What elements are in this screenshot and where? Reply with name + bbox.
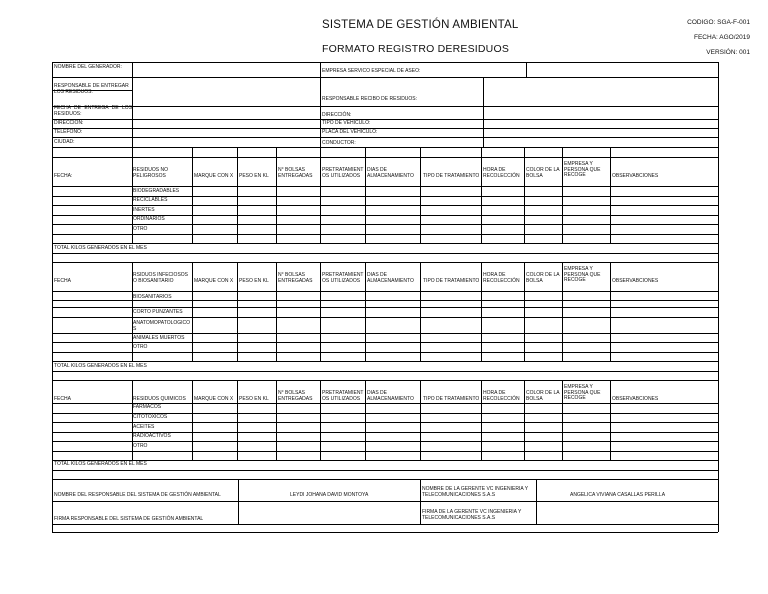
grid-line bbox=[52, 371, 718, 372]
grid-line bbox=[320, 262, 321, 361]
s2-col-empresa: EMPRESA Y PERSONA QUE RECOGE bbox=[564, 266, 601, 284]
s3-total: TOTAL KILOS GENERADOS EN EL MES bbox=[54, 461, 147, 467]
grid-line bbox=[562, 262, 563, 361]
s2-col-marque: MARQUE CON X bbox=[194, 278, 234, 284]
grid-line bbox=[52, 342, 718, 343]
s3-col-dias: DIAS DE ALMACENAMIENTO bbox=[367, 390, 414, 402]
s2-type-label: RSIDUOS INFECIOSOS O BIOSANITARIO bbox=[133, 272, 189, 284]
grid-line bbox=[52, 479, 718, 480]
grid-line bbox=[52, 147, 718, 148]
label-nombre-responsable: NOMBRE DEL RESPONSABLE DEL SISTEMA DE GESTIÓN AMBIENTAL bbox=[54, 492, 221, 498]
grid-line bbox=[610, 380, 611, 460]
label-telefono: TELEFONO: bbox=[54, 129, 83, 135]
s1-col-marque: MARQUE CON X bbox=[194, 173, 234, 179]
grid-line bbox=[481, 147, 482, 243]
grid-line bbox=[237, 380, 238, 460]
grid-line bbox=[52, 186, 718, 187]
doc-version: VERSIÓN: 001 bbox=[706, 49, 750, 56]
grid-line bbox=[52, 291, 718, 292]
s2-col-peso: PESO EN KL bbox=[239, 278, 269, 284]
grid-line bbox=[420, 380, 421, 460]
grid-line bbox=[52, 62, 53, 532]
label-nombre-gerente: NOMBRE DE LA GERENTE VC INGENIERIA Y TELECOMUNICACIONES S.A.S bbox=[422, 486, 528, 498]
label-direccion-left: DIRECCIÓN: bbox=[54, 120, 84, 126]
grid-line bbox=[276, 262, 277, 361]
grid-line bbox=[52, 524, 718, 525]
s3-col-hora: HORA DE RECOLECCIÓN bbox=[483, 390, 520, 402]
grid-line bbox=[52, 352, 718, 353]
s2-item: OTRO bbox=[133, 344, 148, 350]
s2-col-obs: OBSERVABCIONES bbox=[612, 278, 659, 284]
grid-line bbox=[52, 106, 718, 107]
grid-line bbox=[52, 451, 718, 452]
grid-line bbox=[481, 262, 482, 361]
grid-line bbox=[524, 147, 525, 243]
s3-item: ACEITES bbox=[133, 424, 155, 430]
grid-line bbox=[610, 262, 611, 361]
grid-line bbox=[52, 441, 718, 442]
grid-line bbox=[420, 147, 421, 243]
s2-total: TOTAL KILOS GENERADOS EN EL MES bbox=[54, 363, 147, 369]
s2-col-hora: HORA DE RECOLECCIÓN bbox=[483, 272, 520, 284]
grid-line bbox=[52, 422, 718, 423]
grid-line bbox=[52, 253, 718, 254]
grid-line bbox=[52, 119, 718, 120]
grid-line bbox=[718, 62, 719, 532]
label-nombre-generador: NOMBRE DEL GENERADOR: bbox=[54, 64, 122, 70]
s1-col-pretrat: PRETRATAMIENT OS UTILIZADOS bbox=[322, 167, 364, 179]
grid-line bbox=[52, 470, 718, 471]
s1-col-dias: DIAS DE ALMACENAMIENTO bbox=[367, 167, 414, 179]
grid-line bbox=[526, 62, 527, 77]
grid-line bbox=[132, 62, 133, 147]
grid-line bbox=[276, 380, 277, 460]
grid-line bbox=[483, 77, 484, 147]
s1-col-tipo: TIPO DE TRATAMIENTO bbox=[423, 173, 480, 179]
label-firma-gerente: FIRMA DE LA GERENTE VC INGENIERIA Y TELECOMUNICACIONES S.A.S bbox=[422, 509, 522, 521]
page-title: SISTEMA DE GESTIÓN AMBIENTAL bbox=[322, 19, 519, 31]
label-firma-responsable: FIRMA RESPONSABLE DEL SISTEMA DE GESTIÓN AMBIENTAL bbox=[54, 516, 204, 522]
grid-line bbox=[52, 501, 718, 502]
s2-col-bolsas: N° BOLSAS ENTREGADAS bbox=[278, 272, 313, 284]
grid-line bbox=[52, 307, 718, 308]
grid-line bbox=[562, 147, 563, 243]
label-conductor: CONDUCTOR: bbox=[322, 140, 356, 146]
grid-line bbox=[52, 460, 718, 461]
grid-line bbox=[192, 262, 193, 361]
grid-line bbox=[52, 243, 718, 244]
grid-line bbox=[420, 262, 421, 361]
doc-code: CODIGO: SGA-F-001 bbox=[687, 19, 750, 26]
s3-col-obs: OBSERVABCIONES bbox=[612, 396, 659, 402]
s2-col-pretrat: PRETRATAMIENT OS UTILIZADOS bbox=[322, 272, 364, 284]
grid-line bbox=[52, 532, 718, 533]
grid-line bbox=[192, 380, 193, 460]
grid-line bbox=[365, 147, 366, 243]
s1-col-obs: OBSERVABCIONES bbox=[612, 173, 659, 179]
grid-line bbox=[52, 62, 718, 63]
grid-line bbox=[52, 380, 718, 381]
grid-line bbox=[536, 479, 537, 524]
grid-line bbox=[420, 479, 421, 524]
label-direccion-right: DIRECCIÓN: bbox=[322, 112, 352, 118]
s1-item: INERTES bbox=[133, 207, 155, 213]
s3-col-peso: PESO EN KL bbox=[239, 396, 269, 402]
grid-line bbox=[276, 147, 277, 243]
grid-line bbox=[52, 77, 718, 78]
s3-type-label: RESIDUOS QUIMICOS bbox=[133, 396, 186, 402]
grid-line bbox=[320, 147, 321, 243]
s1-col-hora: HORA DE RECOLECCIÓN bbox=[483, 167, 520, 179]
s2-col-color: COLOR DE LA BOLSA bbox=[526, 272, 560, 284]
s1-col-bolsas: N° BOLSAS ENTREGADAS bbox=[278, 167, 313, 179]
s1-item: ORDINARIOS bbox=[133, 216, 165, 222]
s1-total: TOTAL KILOS GENERADOS EN EL MES bbox=[54, 245, 147, 251]
s1-col-color: COLOR DE LA BOLSA bbox=[526, 167, 560, 179]
grid-line bbox=[52, 224, 718, 225]
s3-col-color: COLOR DE LA BOLSA bbox=[526, 390, 560, 402]
label-empresa-aseo: EMPRESA SERVICO ESPECIAL DE ASEO: bbox=[322, 68, 421, 74]
grid-line bbox=[524, 262, 525, 361]
s1-item: BIODEGRADABLES bbox=[133, 188, 180, 194]
gerente-name: ANGELICA VIVIANA CASALLAS PERILLA bbox=[570, 492, 666, 498]
grid-line bbox=[52, 234, 718, 235]
grid-line bbox=[52, 128, 718, 129]
grid-line bbox=[192, 147, 193, 243]
grid-line bbox=[52, 137, 718, 138]
grid-line bbox=[52, 333, 718, 334]
grid-line bbox=[320, 380, 321, 460]
s2-item: CORTO PUNZANTES bbox=[133, 309, 183, 315]
grid-line bbox=[481, 380, 482, 460]
s3-item: OTRO bbox=[133, 443, 148, 449]
label-ciudad: CIUDAD: bbox=[54, 139, 75, 145]
s3-item: CITOTOXICOS bbox=[133, 414, 168, 420]
label-fecha-entrega: FECHA DE ENTREGA DE LOS RESIDUOS: bbox=[54, 105, 132, 117]
grid-line bbox=[52, 317, 718, 318]
s3-col-pretrat: PRETRATAMIENT OS UTILIZADOS bbox=[322, 390, 364, 402]
s1-fecha-label: FECHA: bbox=[54, 173, 73, 179]
s3-col-bolsas: N° BOLSAS ENTREGADAS bbox=[278, 390, 313, 402]
s2-item: BIOSANITARIOS bbox=[133, 294, 172, 300]
grid-line bbox=[562, 380, 563, 460]
s3-col-tipo: TIPO DE TRATAMIENTO bbox=[423, 396, 480, 402]
s1-type-label: RESIDUOS NO PELIGROSOS bbox=[133, 167, 169, 179]
grid-line bbox=[237, 262, 238, 361]
s3-fecha-label: FECHA bbox=[54, 396, 71, 402]
label-placa: PLACA DEL VEHÍCULO: bbox=[322, 129, 378, 135]
s1-item: OTRO bbox=[133, 226, 148, 232]
s1-col-peso: PESO EN KL bbox=[239, 173, 269, 179]
s2-item: ANATOMOPATOLOGICOS bbox=[133, 320, 191, 332]
grid-line bbox=[238, 479, 239, 524]
s3-col-marque: MARQUE CON X bbox=[194, 396, 234, 402]
s2-col-tipo: TIPO DE TRATAMIENTO bbox=[423, 278, 480, 284]
s1-col-empresa: EMPRESA Y PERSONA QUE RECOGE bbox=[564, 161, 601, 179]
label-tipo-vehiculo: TIPO DE VEHÍCULO: bbox=[322, 120, 371, 126]
s3-col-empresa: EMPRESA Y PERSONA QUE RECOGE bbox=[564, 384, 601, 402]
s2-fecha-label: FECHA bbox=[54, 278, 71, 284]
responsable-name: LEYDI JOHANA DAVID MONTOYA bbox=[290, 492, 369, 498]
grid-line bbox=[524, 380, 525, 460]
grid-line bbox=[237, 147, 238, 243]
grid-line bbox=[52, 205, 718, 206]
grid-line bbox=[52, 262, 718, 263]
grid-line bbox=[52, 361, 718, 362]
doc-date: FECHA: AGO/2019 bbox=[694, 34, 750, 41]
grid-line bbox=[52, 157, 718, 158]
page-subtitle: FORMATO REGISTRO DERESIDUOS bbox=[322, 43, 510, 55]
s2-item: ANIMALES MUERTOS bbox=[133, 335, 185, 341]
s2-col-dias: DIAS DE ALMACENAMIENTO bbox=[367, 272, 414, 284]
label-responsable-recibo: RESPONSABLE RECIBO DE RESIDUOS: bbox=[322, 96, 418, 102]
s3-item: FARMACOS bbox=[133, 404, 162, 410]
s1-item: RECICLABLES bbox=[133, 197, 168, 203]
label-responsable-entregar: RESPONSABLE DE ENTREGAR LOS RESIDUOS: bbox=[54, 83, 129, 95]
grid-line bbox=[610, 147, 611, 243]
grid-line bbox=[320, 62, 321, 147]
s3-item: RADIOACTIVOS bbox=[133, 433, 171, 439]
